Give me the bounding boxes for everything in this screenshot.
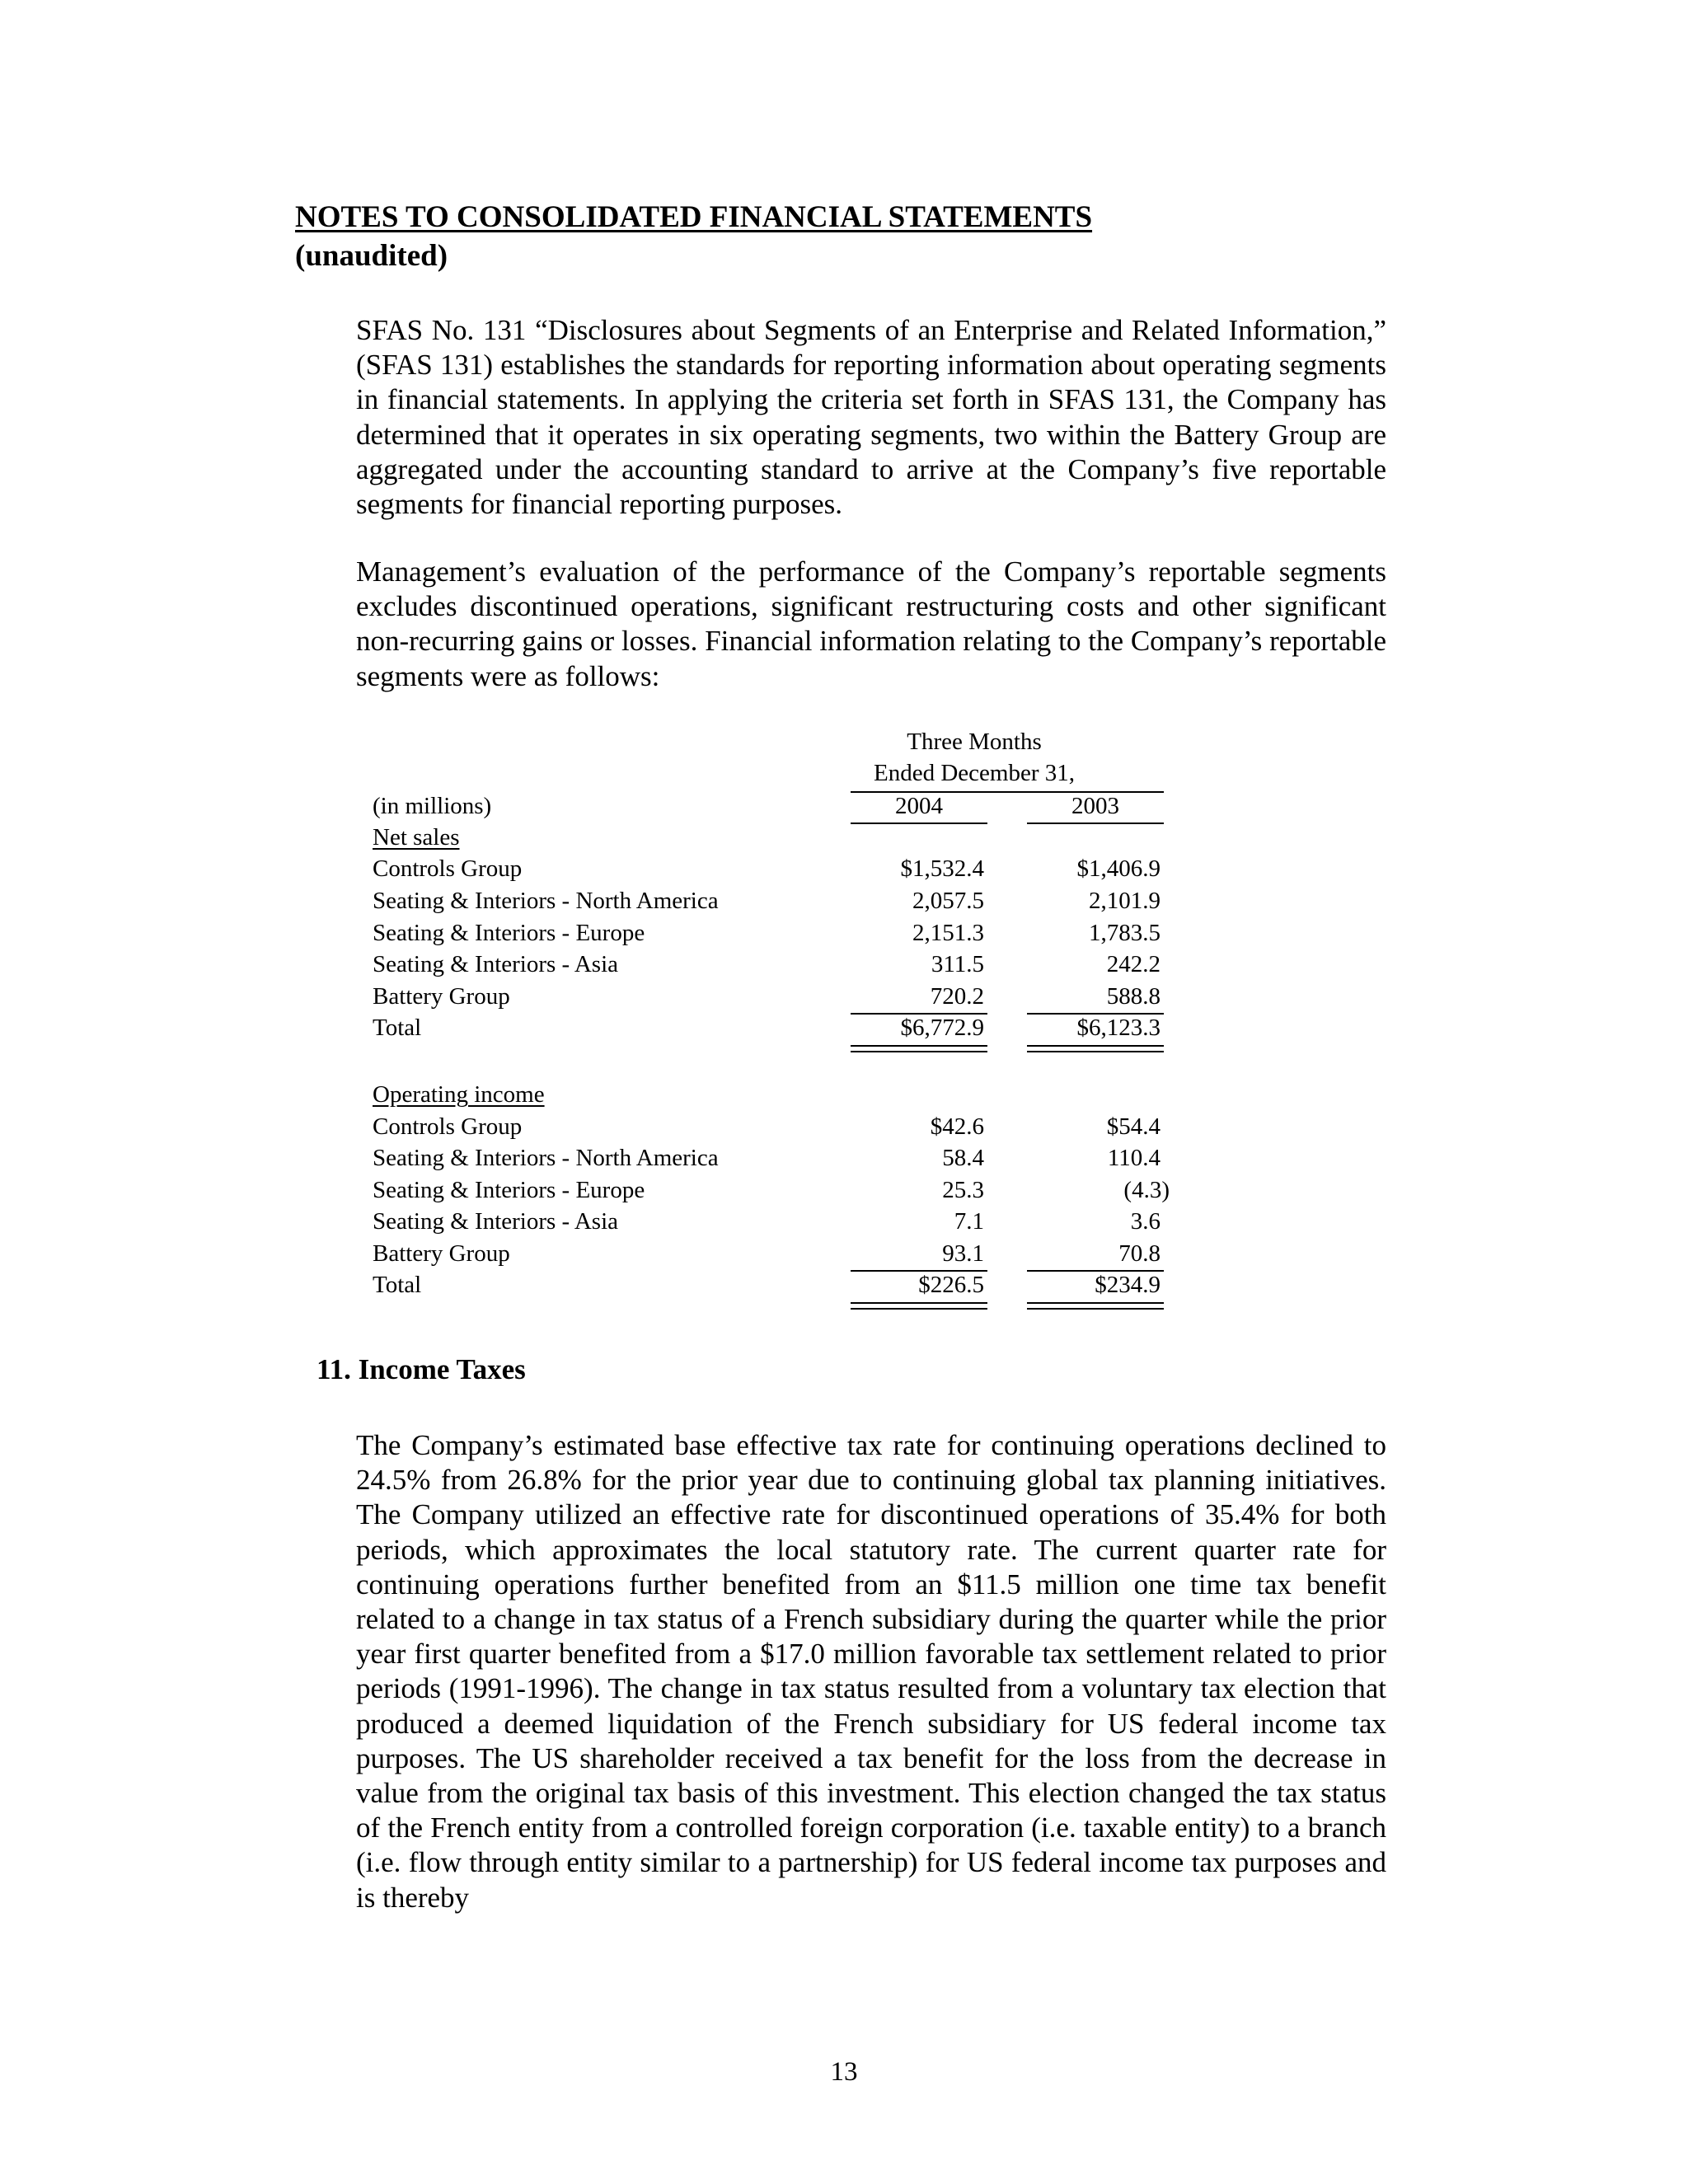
operating-income-total-double-rule-2003-b [1027,1308,1164,1310]
value-2004: 93.1 [942,1240,984,1267]
column-2004: 2004 [895,793,943,819]
value-2003: (4.3) [1123,1177,1170,1203]
value-2004: $1,532.4 [900,855,984,882]
page-header [295,198,1092,275]
table-row [373,1240,1197,1272]
value-2003: 242.2 [1106,951,1160,977]
page-number: 13 [830,2057,858,2087]
net-sales-total-double-rule-2003-b [1027,1051,1164,1052]
value-2004: 720.2 [930,983,984,1010]
value-2004: $42.6 [930,1113,984,1140]
page-subtitle: (unaudited) [295,239,448,273]
table-row [373,920,1197,951]
value-2004: 25.3 [942,1177,984,1203]
table-row [373,983,1197,1015]
value-2003: 3.6 [1130,1208,1160,1235]
total-label: Total [373,1272,422,1298]
net-sales-total-double-rule-2004-a [851,1045,987,1047]
total-2004: $6,772.9 [900,1015,984,1041]
total-2003: $234.9 [1095,1272,1160,1298]
value-2004: 311.5 [931,951,984,977]
column-2003: 2003 [1071,793,1119,819]
value-2004: 2,057.5 [912,888,984,914]
units-label: (in millions) [373,793,492,819]
value-2003: $1,406.9 [1076,855,1160,882]
table-row [373,888,1197,919]
net-sales-heading: Net sales [373,824,460,851]
paragraph-sfas-131: SFAS No. 131 “Disclosures about Segments of an Enterprise and Related Information,” (SFAS 131) establishes the standards for reporting information about operating segments in financial statements. In applying the criteria set forth in SFAS 131, the Company has determined that it operates in six operating segments, two within the Battery Group are aggregated under the accounting standard to arrive at the Company’s five reportable segments for financial reporting purposes. [356,314,1386,521]
value-2003: $54.4 [1106,1113,1160,1140]
paragraph-management-evaluation: Management’s evaluation of the performance of the Company’s reportable segments excludes discontinued operations, significant restructuring costs and other significant non-recurring gains or losses. Financial information relating to the Company’s reportable segments were as follows: [356,555,1386,692]
table-row [373,1145,1197,1176]
row-label: Controls Group [373,855,523,882]
row-label: Seating & Interiors - North America [373,888,719,914]
net-sales-heading-row [373,824,1197,855]
row-label: Seating & Interiors - Asia [373,1208,619,1235]
column-header-row [373,793,1197,824]
paragraph-income-taxes: The Company’s estimated base effective tax rate for continuing operations declined to 24.5% from 26.8% for the prior year due to continuing global tax planning initiatives. The Company utilized an effective rate for discontinued operations of 35.4% for both periods, which approximates the local statutory rate. The current quarter rate for continuing operations further benefited from an $11.5 million one time tax benefit related to a change in tax status of a French subsidiary during the quarter while the prior year first quarter benefited from a $17.0 million favorable tax settlement related to prior periods (1991-1996). The change in tax status resulted from a voluntary tax election that produced a deemed liquidation of the French subsidiary for US federal income tax purposes. The US shareholder received a tax benefit for the loss from the decrease in value from the original tax basis of this investment. This election changed the tax status of the French entity from a controlled foreign corporation (i.e. taxable entity) to a branch (i.e. flow through entity similar to a partnership) for US federal income tax purposes and is thereby [356,1429,1386,1914]
operating-income-total-row [373,1272,1197,1303]
total-2003: $6,123.3 [1076,1015,1160,1041]
net-sales-total-double-rule-2004-b [851,1051,987,1052]
row-label: Seating & Interiors - Europe [373,1177,645,1203]
net-sales-total-double-rule-2003-a [1027,1045,1164,1047]
value-2003: 70.8 [1118,1240,1160,1267]
row-label: Seating & Interiors - North America [373,1145,719,1171]
row-label: Battery Group [373,983,510,1010]
operating-income-heading: Operating income [373,1081,545,1108]
value-2003: 2,101.9 [1089,888,1160,914]
value-2004: 2,151.3 [912,920,984,946]
table-row [373,1177,1197,1208]
table-row [373,951,1197,982]
operating-income-total-double-rule-2004-a [851,1302,987,1304]
row-label: Seating & Interiors - Asia [373,951,619,977]
total-2004: $226.5 [918,1272,984,1298]
value-2003: 110.4 [1107,1145,1160,1171]
row-label: Seating & Interiors - Europe [373,920,645,946]
period-header-line2: Ended December 31, [874,760,1075,786]
row-label: Controls Group [373,1113,523,1140]
net-sales-total-row [373,1015,1197,1046]
value-2004: 58.4 [942,1145,984,1171]
operating-income-total-double-rule-2004-b [851,1308,987,1310]
section-heading-income-taxes: 11. Income Taxes [316,1353,526,1385]
value-2003: 1,783.5 [1089,920,1160,946]
operating-income-total-double-rule-2003-a [1027,1302,1164,1304]
value-2003: 588.8 [1106,983,1160,1010]
table-row [373,1113,1197,1145]
page-title: NOTES TO CONSOLIDATED FINANCIAL STATEMENTS [295,200,1093,234]
table-row [373,855,1197,887]
total-label: Total [373,1015,422,1041]
table-row [373,1208,1197,1240]
period-header-line1: Three Months [907,729,1042,755]
operating-income-heading-row [373,1081,1197,1113]
value-2004: 7.1 [954,1208,984,1235]
row-label: Battery Group [373,1240,510,1267]
